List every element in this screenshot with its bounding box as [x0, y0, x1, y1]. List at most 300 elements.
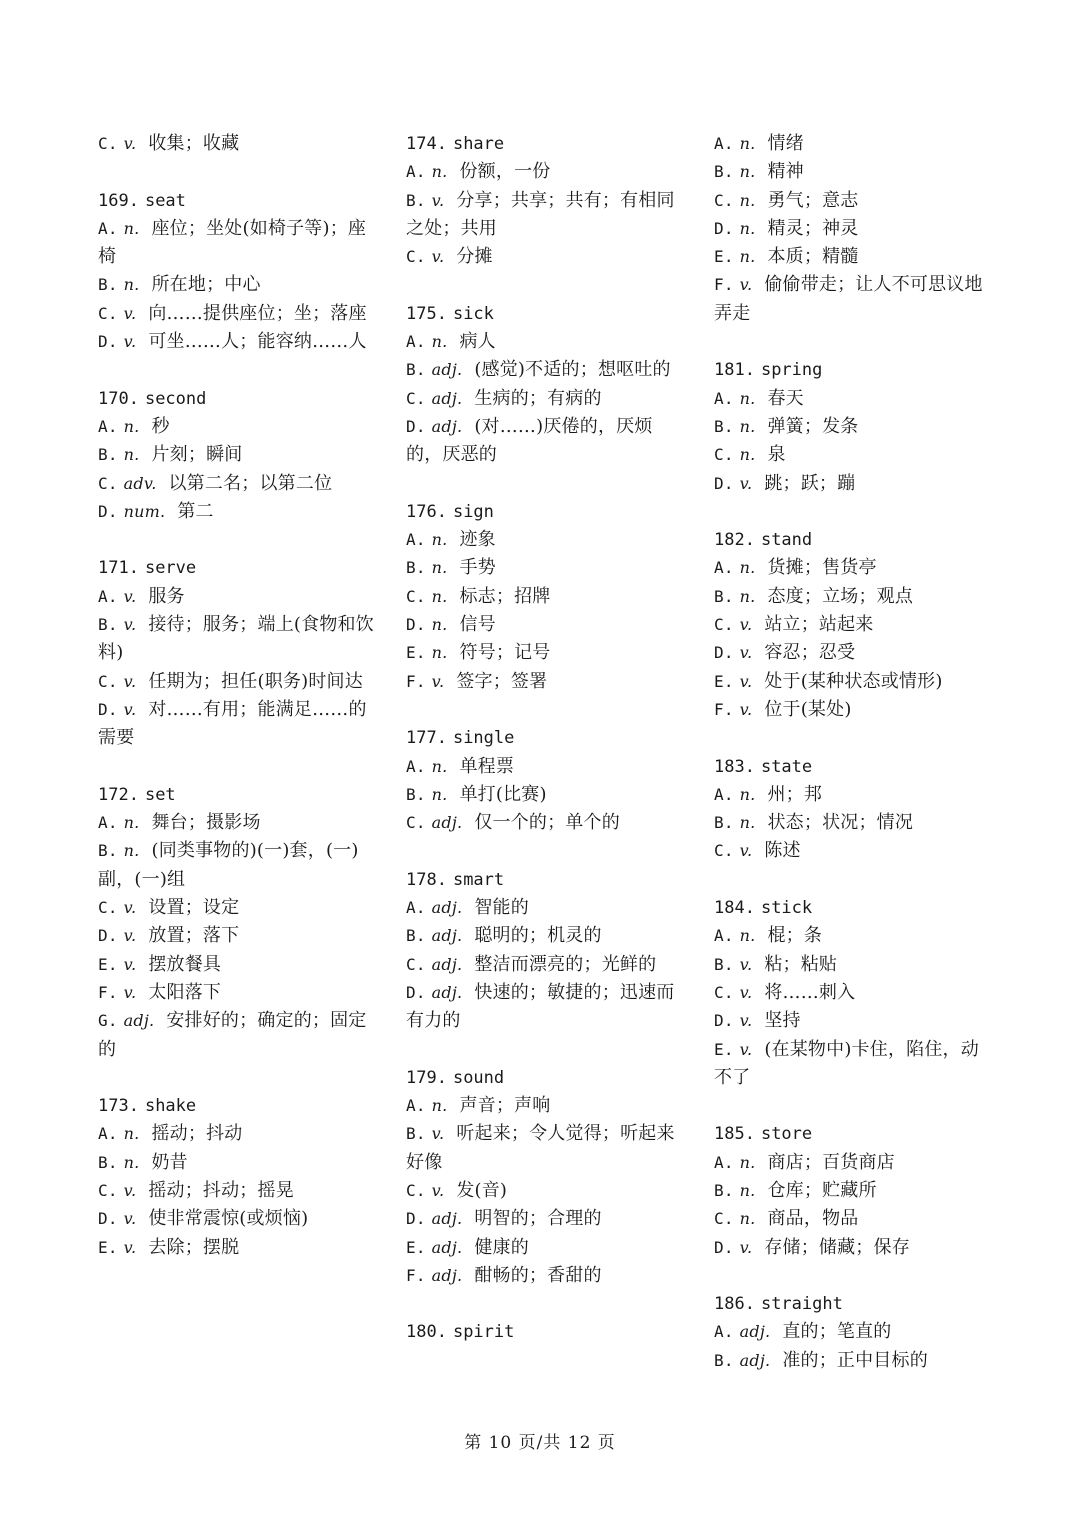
- sense-definition: 情绪: [767, 133, 804, 154]
- sense-line: [406, 356, 688, 384]
- word-entry: [714, 894, 996, 1092]
- sense-line: [98, 951, 380, 979]
- part-of-speech: v.: [739, 1237, 753, 1257]
- sense-letter: G.: [98, 1011, 118, 1031]
- entry-word: second: [144, 388, 207, 409]
- word-entry: [98, 1092, 380, 1262]
- sense-letter: B.: [98, 841, 118, 861]
- entry-number: 170.: [98, 388, 139, 409]
- sense-line: [406, 1092, 688, 1120]
- sense-definition: 商店；百货商店: [767, 1151, 895, 1173]
- sense-line: [714, 1149, 996, 1177]
- sense-definition: 整洁而漂亮的；光鲜的: [474, 953, 657, 975]
- sense-definition: 太阳落下: [148, 981, 222, 1003]
- word-entry: [406, 866, 688, 1036]
- sense-definition: 泉: [767, 444, 786, 466]
- sense-line: [714, 554, 996, 582]
- entry-number: 182.: [714, 530, 755, 551]
- sense-definition: 任期为；担任(职务)时间达: [148, 670, 363, 692]
- part-of-speech: adv.: [123, 473, 157, 493]
- sense-line: [406, 951, 688, 979]
- sense-letter: D.: [98, 501, 118, 521]
- entry-headword: [406, 866, 688, 894]
- sense-line: [406, 668, 688, 696]
- sense-letter: B.: [406, 926, 426, 946]
- part-of-speech: n.: [739, 586, 756, 606]
- sense-definition: 站立；站起来: [764, 614, 874, 636]
- sense-line: [406, 413, 688, 470]
- entry-headword: [714, 526, 996, 554]
- sense-letter: C.: [406, 388, 426, 408]
- page-footer: 第 10 页/共 12 页: [464, 1433, 616, 1453]
- part-of-speech: n.: [739, 1180, 756, 1200]
- sense-definition: 勇气；意志: [767, 189, 859, 211]
- sense-line: [98, 470, 380, 498]
- part-of-speech: adj.: [431, 1237, 463, 1257]
- sense-letter: C.: [98, 303, 118, 323]
- sense-line: [98, 837, 380, 894]
- part-of-speech: v.: [739, 671, 753, 691]
- sense-letter: D.: [714, 1011, 734, 1031]
- entry-spacer: [406, 1036, 688, 1064]
- word-entry: [406, 1064, 688, 1290]
- sense-line: [98, 922, 380, 950]
- sense-definition: 精神: [767, 161, 804, 183]
- sense-line: [714, 130, 996, 158]
- part-of-speech: v.: [739, 473, 753, 493]
- sense-letter: A.: [714, 926, 734, 946]
- entry-word: serve: [144, 558, 197, 579]
- word-entry: [406, 724, 688, 837]
- sense-letter: E.: [714, 1039, 734, 1059]
- entry-spacer: [98, 158, 380, 186]
- entry-headword: [98, 781, 380, 809]
- sense-line: [714, 1036, 996, 1093]
- part-of-speech: adj.: [431, 1265, 463, 1285]
- entry-word: shake: [144, 1096, 197, 1117]
- entry-headword: [714, 894, 996, 922]
- sense-definition: 秒: [151, 415, 170, 437]
- entry-word: spirit: [452, 1322, 515, 1343]
- entry-number: 177.: [406, 728, 447, 749]
- entry-headword: [714, 1120, 996, 1148]
- part-of-speech: v.: [123, 586, 137, 606]
- sense-letter: A.: [714, 784, 734, 804]
- part-of-speech: v.: [431, 247, 445, 267]
- entry-number: 185.: [714, 1124, 755, 1145]
- part-of-speech: adj.: [431, 954, 463, 974]
- sense-letter: C.: [714, 445, 734, 465]
- column-1: [98, 130, 380, 1262]
- part-of-speech: num.: [123, 501, 166, 521]
- part-of-speech: v.: [123, 615, 137, 635]
- entry-word: seat: [144, 190, 186, 211]
- sense-letter: F.: [714, 699, 734, 719]
- entry-continuation: [714, 130, 996, 328]
- entry-spacer: [406, 696, 688, 724]
- entry-headword: [714, 356, 996, 384]
- entry-number: 176.: [406, 501, 447, 522]
- sense-line: [406, 979, 688, 1036]
- sense-line: [406, 639, 688, 667]
- part-of-speech: n.: [123, 416, 140, 436]
- part-of-speech: n.: [739, 558, 756, 578]
- sense-letter: A.: [406, 162, 426, 182]
- sense-letter: B.: [714, 954, 734, 974]
- word-entry: [98, 385, 380, 526]
- part-of-speech: n.: [431, 558, 448, 578]
- sense-letter: E.: [406, 1237, 426, 1257]
- sense-line: [406, 611, 688, 639]
- sense-letter: C.: [98, 898, 118, 918]
- part-of-speech: adj.: [431, 1209, 463, 1229]
- entry-word: stick: [760, 898, 813, 919]
- sense-line: [714, 583, 996, 611]
- sense-letter: A.: [714, 134, 734, 153]
- entry-headword: [714, 753, 996, 781]
- sense-definition: 处于(某种状态或情形): [764, 670, 943, 692]
- entry-number: 180.: [406, 1322, 447, 1343]
- sense-letter: D.: [714, 643, 734, 663]
- word-entry: [714, 1290, 996, 1375]
- part-of-speech: n.: [431, 586, 448, 606]
- entry-word: set: [144, 784, 176, 805]
- part-of-speech: n.: [739, 445, 756, 465]
- sense-line: [714, 837, 996, 865]
- entry-spacer: [406, 470, 688, 498]
- sense-line: [406, 1234, 688, 1262]
- entry-spacer: [714, 866, 996, 894]
- sense-line: [98, 130, 380, 158]
- sense-line: [714, 215, 996, 243]
- sense-definition: 州；邦: [767, 783, 823, 805]
- part-of-speech: n.: [431, 162, 448, 182]
- sense-definition: 发(音): [456, 1179, 508, 1201]
- entry-spacer: [98, 753, 380, 781]
- sense-definition: 手势: [459, 557, 496, 579]
- entry-word: sign: [452, 501, 494, 522]
- sense-line: [98, 809, 380, 837]
- word-entry: [406, 1318, 688, 1346]
- sense-line: [714, 696, 996, 724]
- sense-line: [406, 1120, 688, 1177]
- part-of-speech: v.: [123, 982, 137, 1002]
- sense-definition: 货摊；售货亭: [767, 557, 877, 579]
- sense-line: [714, 243, 996, 271]
- part-of-speech: v.: [739, 1011, 753, 1031]
- sense-letter: A.: [406, 1096, 426, 1116]
- entry-spacer: [406, 271, 688, 299]
- sense-letter: B.: [714, 416, 734, 436]
- sense-letter: D.: [98, 332, 118, 352]
- sense-line: [98, 979, 380, 1007]
- part-of-speech: v.: [431, 190, 445, 210]
- sense-line: [714, 809, 996, 837]
- sense-definition: 仓库；贮藏所: [767, 1179, 877, 1201]
- word-entry: [714, 526, 996, 724]
- part-of-speech: adj.: [739, 1322, 771, 1342]
- sense-line: [98, 498, 380, 526]
- part-of-speech: n.: [739, 190, 756, 210]
- entry-number: 183.: [714, 756, 755, 777]
- part-of-speech: v.: [431, 1180, 445, 1200]
- entry-number: 172.: [98, 784, 139, 805]
- part-of-speech: n.: [123, 1124, 140, 1144]
- sense-letter: A.: [714, 1322, 734, 1342]
- sense-line: [98, 696, 380, 753]
- entry-word: stand: [760, 530, 813, 551]
- word-entry: [714, 356, 996, 497]
- sense-line: [406, 158, 688, 186]
- part-of-speech: v.: [123, 898, 137, 918]
- sense-letter: D.: [98, 1209, 118, 1229]
- entry-headword: [406, 498, 688, 526]
- part-of-speech: n.: [739, 247, 756, 267]
- part-of-speech: adj.: [123, 1011, 155, 1031]
- entry-number: 178.: [406, 869, 447, 890]
- column-3: [714, 130, 996, 1375]
- sense-line: [714, 385, 996, 413]
- sense-definition: 听起来；令人觉得；听起来好像: [406, 1123, 675, 1173]
- sense-definition: 向……提供座位；坐；落座: [148, 302, 367, 324]
- part-of-speech: v.: [123, 699, 137, 719]
- part-of-speech: v.: [431, 1124, 445, 1144]
- sense-definition: 弹簧；发条: [767, 415, 859, 437]
- sense-letter: B.: [406, 784, 426, 804]
- sense-definition: 快速的；敏捷的；迅速而有力的: [406, 981, 675, 1032]
- sense-letter: C.: [406, 1180, 426, 1200]
- sense-definition: 声音；声响: [459, 1095, 551, 1117]
- sense-definition: 智能的: [474, 897, 529, 919]
- sense-letter: B.: [406, 190, 426, 210]
- part-of-speech: v.: [431, 671, 445, 691]
- word-entry: [714, 1120, 996, 1261]
- sense-line: [98, 611, 380, 668]
- entry-headword: [98, 554, 380, 582]
- entry-word: straight: [760, 1294, 843, 1315]
- sense-letter: A.: [98, 1124, 118, 1144]
- sense-letter: D.: [714, 218, 734, 238]
- sense-letter: C.: [714, 1209, 734, 1229]
- entry-word: store: [760, 1124, 813, 1145]
- part-of-speech: adj.: [431, 898, 463, 918]
- sense-line: [714, 271, 996, 328]
- sense-letter: D.: [98, 926, 118, 946]
- sense-definition: 将……刺入: [764, 981, 856, 1003]
- word-entry: [98, 554, 380, 752]
- sense-letter: B.: [714, 813, 734, 833]
- part-of-speech: n.: [123, 1152, 140, 1172]
- part-of-speech: v.: [739, 841, 753, 861]
- sense-definition: 直的；笔直的: [782, 1321, 892, 1343]
- part-of-speech: v.: [123, 671, 137, 691]
- sense-line: [714, 1007, 996, 1035]
- part-of-speech: v.: [123, 926, 137, 946]
- sense-letter: D.: [406, 615, 426, 635]
- entry-headword: [406, 1064, 688, 1092]
- part-of-speech: n.: [739, 388, 756, 408]
- sense-line: [406, 753, 688, 781]
- sense-line: [406, 809, 688, 837]
- sense-definition: 对……有用；能满足……的需要: [98, 698, 367, 749]
- sense-line: [714, 922, 996, 950]
- part-of-speech: n.: [739, 134, 756, 153]
- sense-letter: A.: [406, 756, 426, 776]
- sense-line: [714, 979, 996, 1007]
- sense-letter: C.: [406, 954, 426, 974]
- sense-definition: 可坐……人；能容纳……人: [148, 331, 367, 353]
- part-of-speech: n.: [739, 218, 756, 238]
- sense-definition: 聪明的；机灵的: [474, 925, 602, 947]
- part-of-speech: v.: [739, 615, 753, 635]
- sense-line: [714, 668, 996, 696]
- part-of-speech: v.: [123, 134, 137, 153]
- sense-definition: 服务: [148, 585, 185, 607]
- part-of-speech: v.: [739, 982, 753, 1002]
- sense-line: [406, 385, 688, 413]
- entry-headword: [714, 1290, 996, 1318]
- sense-definition: 接待；服务；端上(食物和饮料): [98, 614, 374, 664]
- sense-definition: 安排好的；确定的；固定的: [98, 1010, 367, 1060]
- part-of-speech: adj.: [431, 416, 463, 436]
- sense-letter: A.: [406, 530, 426, 550]
- sense-definition: 迹象: [459, 529, 496, 551]
- sense-definition: 容忍；忍受: [764, 642, 856, 664]
- sense-line: [406, 1177, 688, 1205]
- part-of-speech: n.: [739, 813, 756, 833]
- sense-definition: 本质；精髓: [767, 246, 859, 268]
- column-2: [406, 130, 688, 1347]
- sense-letter: B.: [714, 586, 734, 606]
- part-of-speech: n.: [739, 926, 756, 946]
- part-of-speech: v.: [123, 1180, 137, 1200]
- sense-line: [714, 1177, 996, 1205]
- sense-letter: C.: [98, 1180, 118, 1200]
- entry-word: single: [452, 728, 515, 749]
- entry-spacer: [406, 1290, 688, 1318]
- sense-line: [98, 328, 380, 356]
- sense-line: [98, 1234, 380, 1262]
- sense-letter: D.: [98, 699, 118, 719]
- sense-letter: D.: [406, 1209, 426, 1229]
- entry-headword: [406, 130, 688, 158]
- sense-letter: A.: [98, 813, 118, 833]
- sense-definition: 仅一个的；单个的: [474, 812, 620, 834]
- sense-definition: 收集；收藏: [148, 133, 240, 154]
- sense-letter: A.: [98, 586, 118, 606]
- sense-line: [98, 583, 380, 611]
- sense-letter: C.: [98, 671, 118, 691]
- sense-line: [714, 611, 996, 639]
- part-of-speech: n.: [123, 445, 140, 465]
- part-of-speech: v.: [739, 275, 753, 295]
- sense-definition: 去除；摆脱: [148, 1236, 240, 1258]
- sense-line: [714, 1205, 996, 1233]
- part-of-speech: adj.: [431, 982, 463, 1002]
- sense-line: [714, 413, 996, 441]
- part-of-speech: n.: [123, 813, 140, 833]
- part-of-speech: n.: [123, 275, 140, 295]
- part-of-speech: n.: [431, 643, 448, 663]
- entry-number: 186.: [714, 1294, 755, 1315]
- entry-number: 179.: [406, 1067, 447, 1088]
- entry-number: 184.: [714, 898, 755, 919]
- sense-letter: E.: [714, 671, 734, 691]
- sense-letter: A.: [714, 558, 734, 578]
- sense-letter: E.: [406, 643, 426, 663]
- sense-letter: D.: [714, 473, 734, 493]
- sense-definition: (感觉)不适的；想呕吐的: [474, 359, 671, 381]
- sense-letter: A.: [714, 388, 734, 408]
- sense-definition: 精灵；神灵: [767, 217, 859, 239]
- sense-definition: 分享；共享；共有；有相同之处；共用: [406, 189, 675, 239]
- entry-spacer: [98, 526, 380, 554]
- sense-line: [714, 1234, 996, 1262]
- sense-definition: 片刻；瞬间: [151, 444, 243, 466]
- sense-line: [98, 1120, 380, 1148]
- sense-line: [406, 328, 688, 356]
- entry-word: sound: [452, 1067, 505, 1088]
- sense-definition: 分摊: [456, 246, 493, 268]
- entry-word: smart: [452, 869, 505, 890]
- sense-letter: C.: [406, 813, 426, 833]
- sense-definition: 准的；正中目标的: [782, 1349, 928, 1371]
- entry-spacer: [714, 328, 996, 356]
- part-of-speech: v.: [739, 699, 753, 719]
- sense-definition: 健康的: [474, 1236, 529, 1258]
- sense-definition: 摇动；抖动: [151, 1123, 243, 1145]
- entry-spacer: [714, 724, 996, 752]
- sense-definition: 明智的；合理的: [474, 1208, 602, 1230]
- sense-definition: 态度；立场；观点: [767, 585, 914, 607]
- sense-line: [98, 894, 380, 922]
- sense-letter: B.: [714, 162, 734, 182]
- sense-letter: A.: [98, 416, 118, 436]
- sense-letter: D.: [406, 416, 426, 436]
- sense-definition: 偷偷带走；让人不可思议地弄走: [714, 274, 983, 324]
- sense-definition: 放置；落下: [148, 925, 240, 947]
- sense-letter: B.: [406, 360, 426, 380]
- sense-letter: E.: [714, 247, 734, 267]
- sense-letter: F.: [406, 1265, 426, 1285]
- part-of-speech: v.: [123, 303, 137, 323]
- part-of-speech: n.: [431, 615, 448, 635]
- sense-definition: 棍；条: [767, 925, 823, 947]
- entry-number: 171.: [98, 558, 139, 579]
- sense-letter: A.: [406, 332, 426, 352]
- sense-letter: B.: [98, 275, 118, 295]
- sense-line: [98, 441, 380, 469]
- sense-letter: A.: [406, 898, 426, 918]
- sense-letter: B.: [406, 1124, 426, 1144]
- sense-definition: 生病的；有病的: [474, 387, 602, 409]
- sense-line: [406, 894, 688, 922]
- part-of-speech: adj.: [431, 813, 463, 833]
- sense-definition: 签字；签署: [456, 670, 548, 692]
- sense-definition: 摇动；抖动；摇晃: [148, 1179, 294, 1201]
- entry-spacer: [98, 1064, 380, 1092]
- sense-definition: 第二: [177, 500, 214, 522]
- entry-word: spring: [760, 360, 823, 381]
- sense-letter: B.: [714, 1180, 734, 1200]
- part-of-speech: n.: [431, 784, 448, 804]
- part-of-speech: v.: [123, 954, 137, 974]
- entry-headword: [406, 1318, 688, 1346]
- sense-line: [98, 1177, 380, 1205]
- sense-letter: C.: [714, 841, 734, 861]
- sense-definition: (对……)厌倦的，厌烦的，厌恶的: [406, 415, 653, 466]
- sense-definition: 符号；记号: [459, 642, 551, 664]
